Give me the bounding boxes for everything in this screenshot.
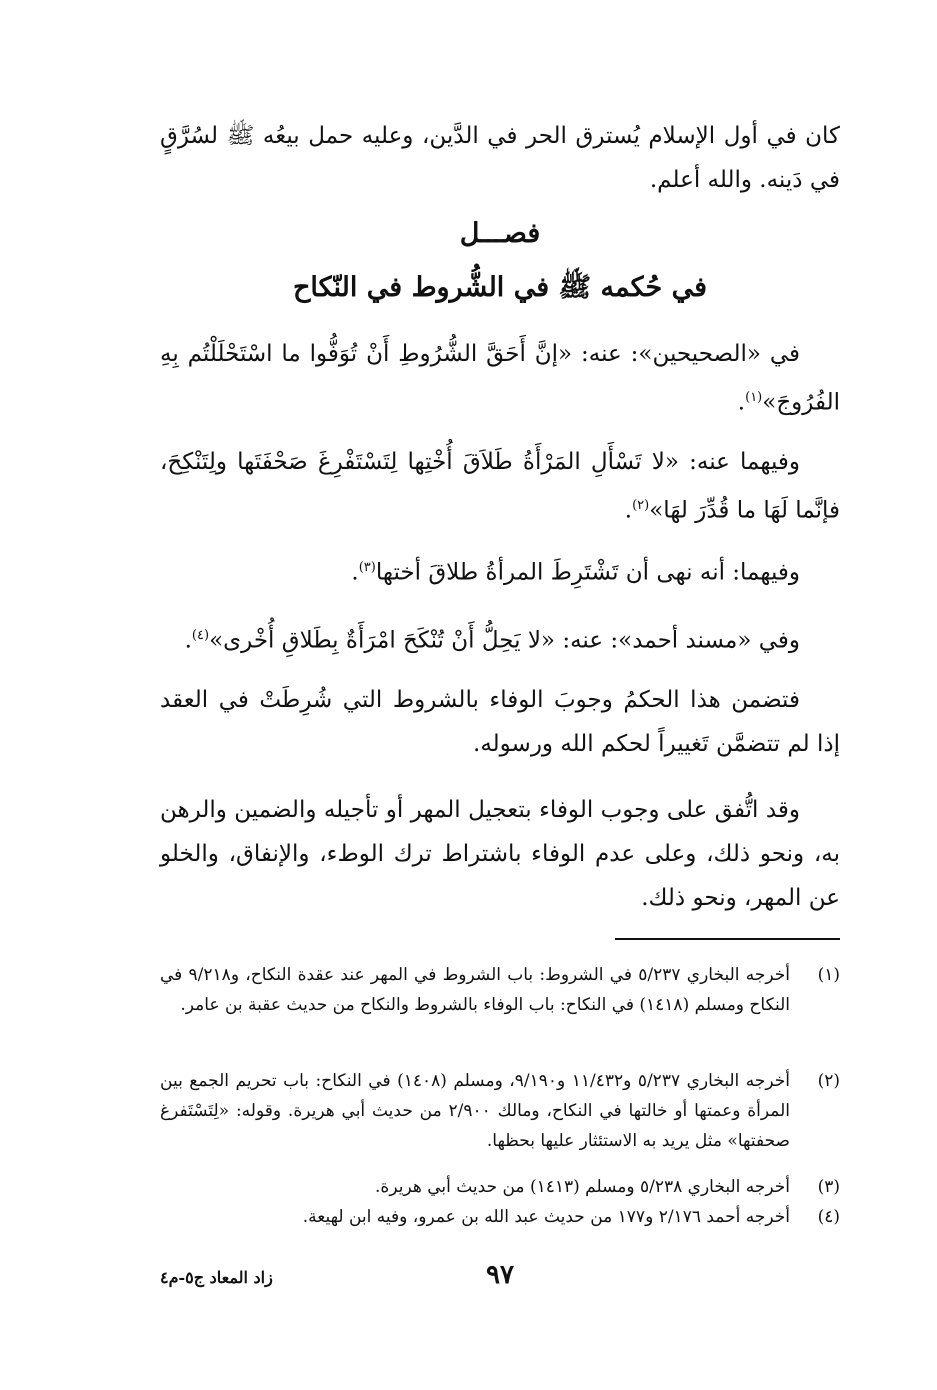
footnote-item (160, 1066, 840, 1156)
paragraph-hadith-1 (160, 332, 840, 425)
page-number: ٩٧ (486, 1260, 514, 1290)
footnote-number: (٢) (817, 1071, 840, 1091)
footnote-divider (615, 938, 840, 940)
paragraph-text: فتضمن هذا الحكمُ وجوبَ الوفاء بالشروط التي شُرِطَتْ في العقد إذا لم تتضمَّن تَغييراً لحكم الله ورسوله. (160, 687, 840, 757)
paragraph-end: . (184, 627, 192, 654)
footnote-text: أخرجه البخاري ٥/٢٣٧ في الشروط: باب الشروط في المهر عند عقدة النكاح، و٩/٢١٨ في النكاح ومسلم (١٤١٨) في النكاح: باب الوفاء بالشروط والنكاح من حديث عقبة بن عامر. (160, 965, 790, 1015)
paragraph-ruling (160, 678, 840, 766)
book-page (160, 100, 840, 1330)
footnote-item (160, 1202, 840, 1232)
footnote-ref: (٤) (191, 628, 210, 643)
paragraph-hadith-3 (160, 546, 840, 595)
paragraph-end: . (737, 389, 746, 416)
footnote-item (160, 960, 840, 1020)
section-title: فصـــل (459, 218, 541, 249)
paragraph-text: وفيهما: أنه نهى أن تَشْتَرِطَ المرأةُ طلاقَ أختها (375, 559, 800, 586)
section-subtitle: في حُكمه ﷺ في الشُّروط في النّكاح (292, 272, 708, 303)
paragraph-text: وفيهما عنه: «لا تَسْأَلِ المَرْأَةُ طَلاَقَ أُخْتِها لِتَسْتَفْرِغَ صَحْفَتَها ولِتَنْكِحَ، فإنَّما لَهَا ما قُدِّرَ لهَا» (160, 449, 840, 524)
footnote-ref: (٣) (358, 560, 376, 575)
paragraph-hadith-2 (160, 440, 840, 533)
paragraph-hadith-4 (160, 614, 840, 663)
paragraph-text: وقد اتُّفق على وجوب الوفاء بتعجيل المهر أو تأجيله والضمين والرهن به، ونحو ذلك، وعلى عدم الوفاء باشتراط ترك الوطء، والإنفاق، والخلو عن المهر، ونحو ذلك. (160, 797, 840, 911)
paragraph-end: . (624, 497, 633, 524)
footnote-text: أخرجه البخاري ٥/٢٣٧ و١١/٤٣٢ و٩/١٩٠، ومسلم (١٤٠٨) في النكاح: باب تحريم الجمع بين المرأة وعمتها أو خالتها في النكاح، ومالك ٢/٩٠٠ من حديث أبي هريرة. وقوله: «لِتَسْتَفرغ صحفتها» مثل يريد به الاستئثار عليها بحظها. (160, 1071, 790, 1151)
footnote-number: (١) (817, 965, 840, 985)
paragraph-end: . (351, 559, 359, 586)
paragraph-text: وفي «مسند أحمد»: عنه: «لا يَحِلُّ أَنْ تُنْكَحَ امْرَأَةٌ بِطَلاقِ أُخْرى» (209, 627, 800, 654)
paragraph-text: في «الصحيحين»: عنه: «إنَّ أَحَقَّ الشُّرُوطِ أَنْ تُوَفُّوا ما اسْتَحْلَلْتُم بِهِ الفُرُوجَ» (160, 341, 840, 416)
footnote-number: (٣) (817, 1177, 840, 1197)
opening-paragraph: كان في أول الإسلام يُسترق الحر في الدَّين، وعليه حمل بيعُه ﷺ لسُرَّقٍ في دَينه. والله أعلم. (160, 123, 840, 193)
footnote-ref: (١) (745, 390, 763, 405)
footnote-text: أخرجه أحمد ٢/١٧٦ و١٧٧ من حديث عبد الله بن عمرو، وفيه ابن لهيعة. (302, 1207, 790, 1227)
footnote-text: أخرجه البخاري ٥/٢٣٨ ومسلم (١٤١٣) من حديث أبي هريرة. (375, 1177, 790, 1197)
paragraph-agreement (160, 788, 840, 920)
footnote-item (160, 1172, 840, 1202)
footnote-number: (٤) (817, 1207, 840, 1227)
printer-signature: زاد المعاد ج٥-م٤ (160, 1268, 273, 1287)
footnote-ref: (٢) (632, 498, 650, 513)
